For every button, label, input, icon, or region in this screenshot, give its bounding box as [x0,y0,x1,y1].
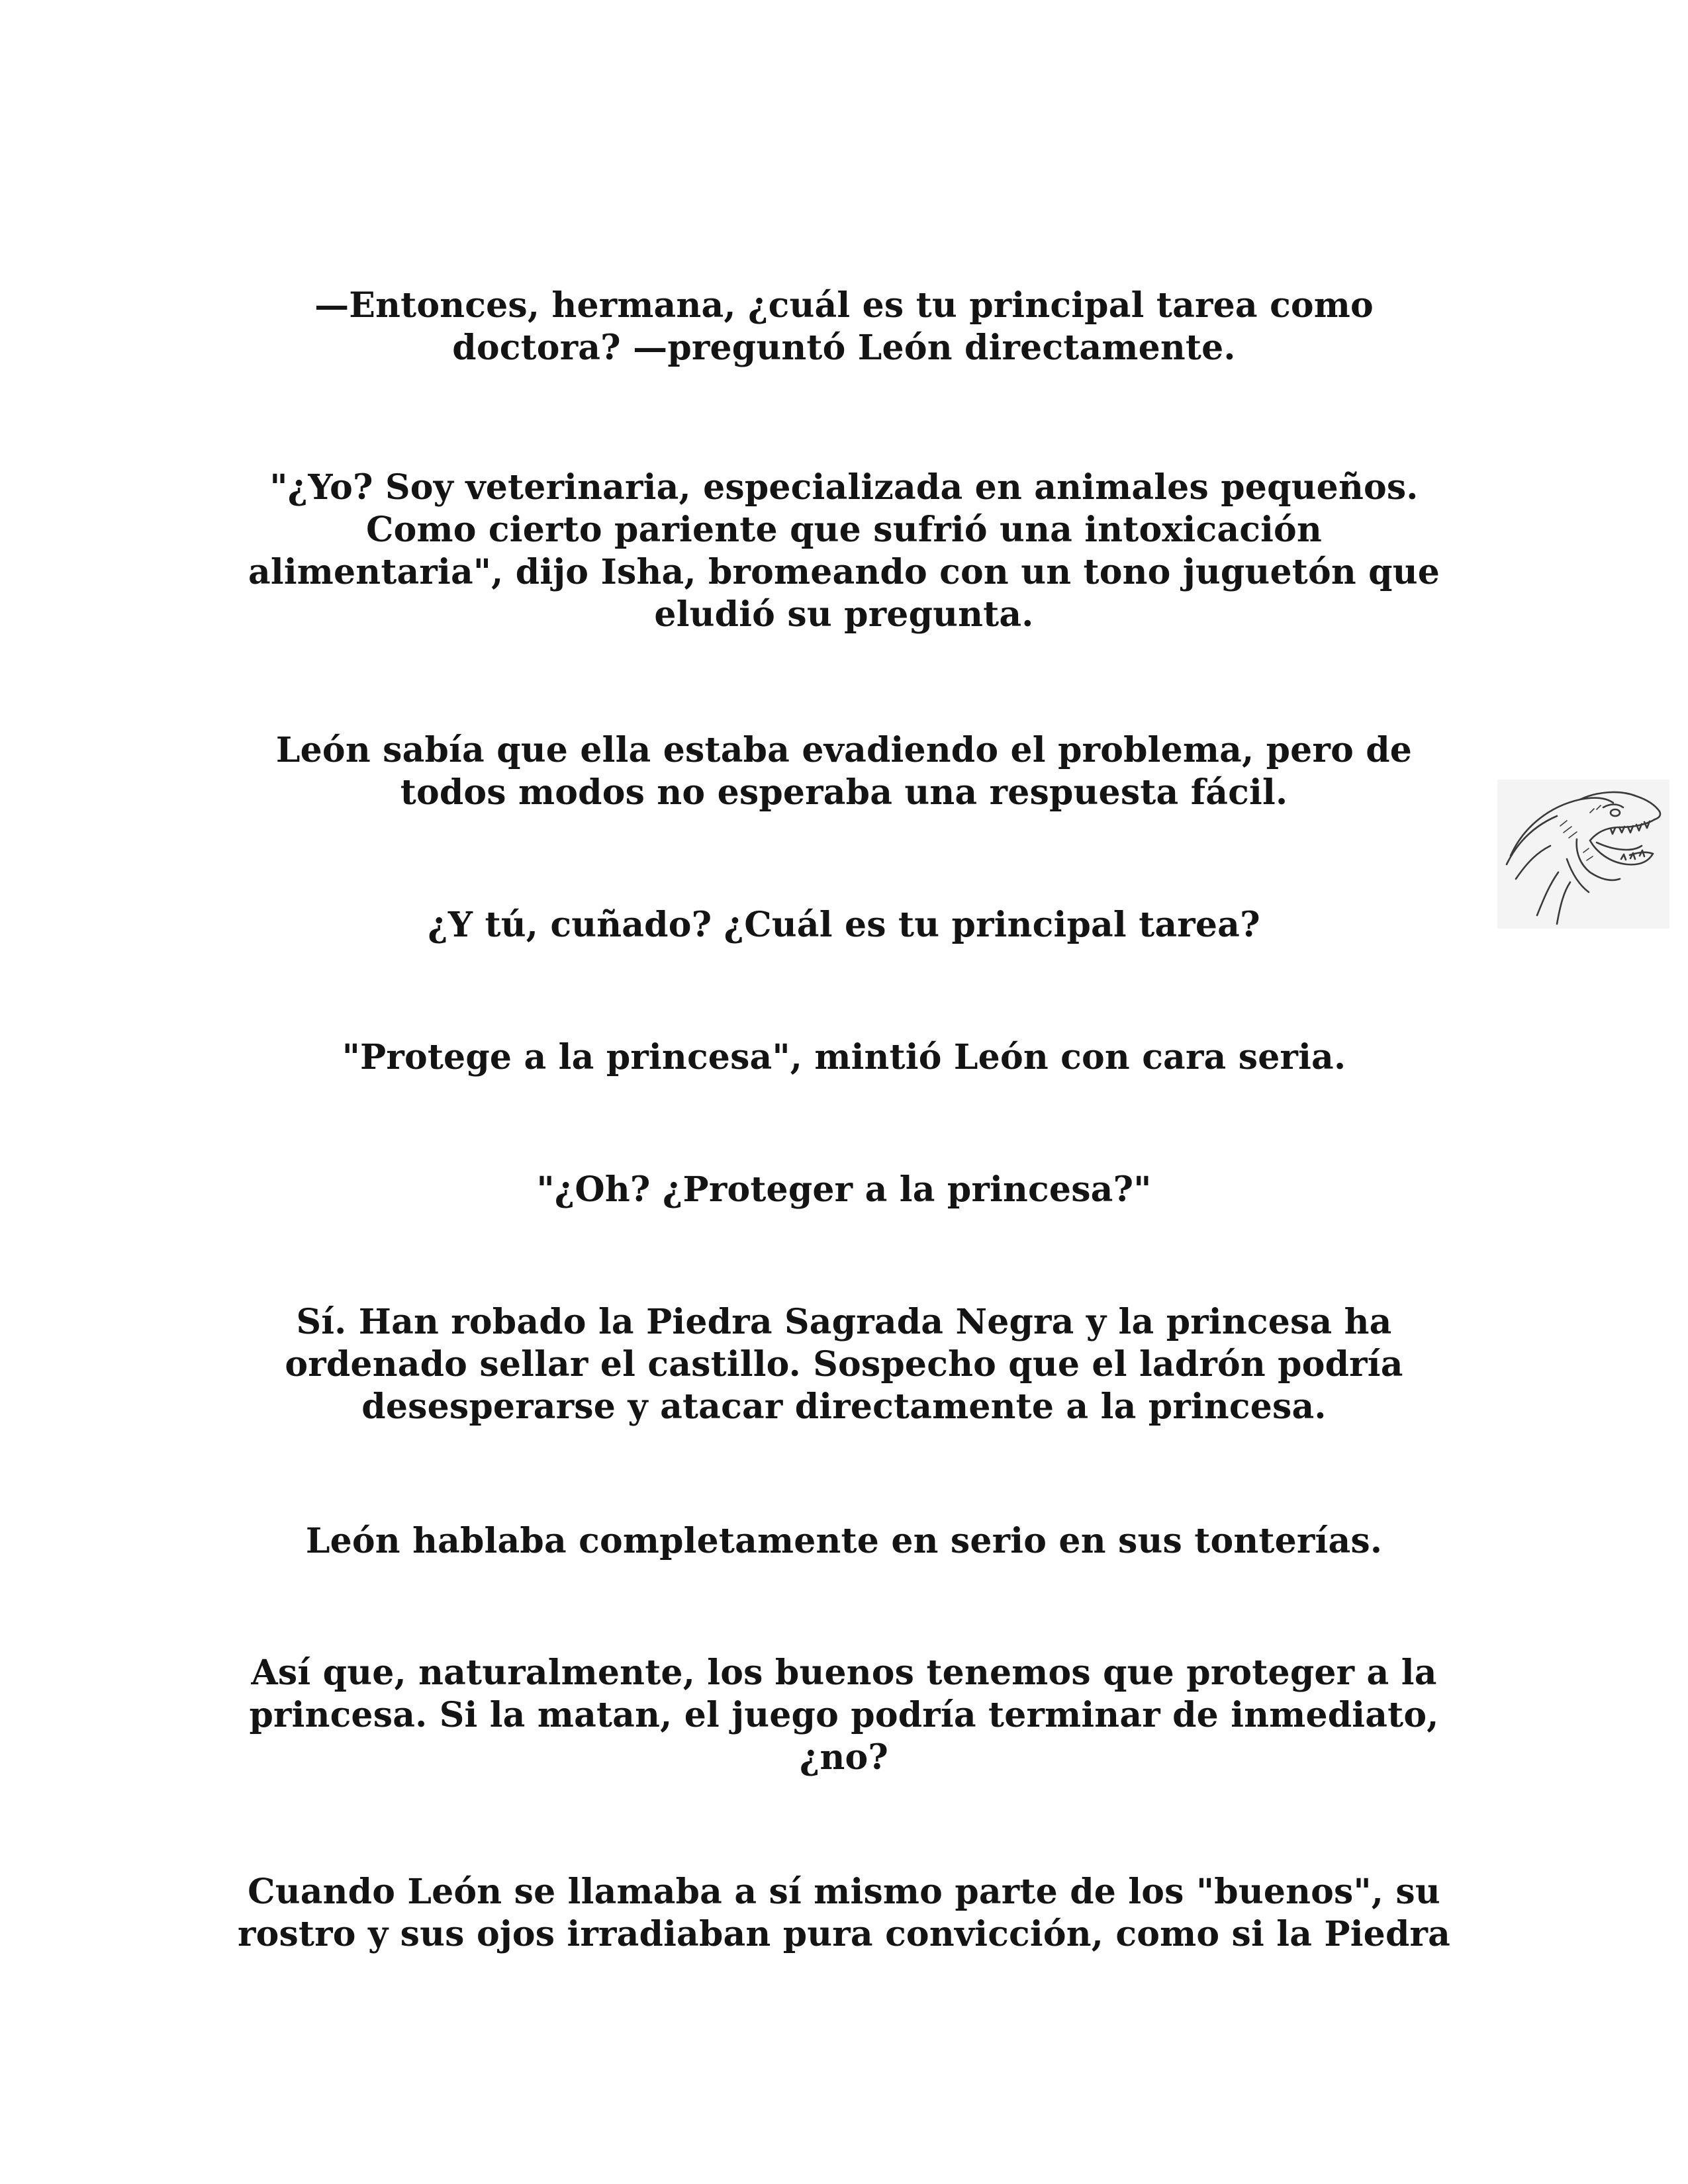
paragraph-1: —Entonces, hermana, ¿cuál es tu principal tarea como doctora? —preguntó León directamente. [314,285,1374,368]
paragraph-10: Cuando León se llamaba a sí mismo parte de los "buenos", su rostro y sus ojos irradiaban pura convicción, como si la Piedra [238,1872,1450,1954]
paragraph-9: Así que, naturalmente, los buenos tenemos que proteger a la princesa. Si la matan, el juego podría terminar de inmediato, ¿no? [249,1653,1439,1778]
paragraph-5: "Protege a la princesa", mintió León con cara seria. [342,1037,1346,1077]
paragraph-3: León sabía que ella estaba evadiendo el problema, pero de todos modos no esperaba una respuesta fácil. [275,730,1413,813]
dinosaur-head-sketch-icon [1497,780,1669,929]
paragraph-7: Sí. Han robado la Piedra Sagrada Negra y la princesa ha ordenado sellar el castillo. Sospecho que el ladrón podría desesperarse y atacar directamente a la princesa. [285,1302,1403,1427]
paragraph-2: "¿Yo? Soy veterinaria, especializada en animales pequeños. Como cierto pariente que sufrió una intoxicación alimentaria", dijo Isha, bromeando con un tono juguetón que eludió su pregunta. [248,467,1440,635]
paragraph-6: "¿Oh? ¿Proteger a la princesa?" [536,1169,1152,1210]
paragraph-8: León hablaba completamente en serio en sus tonterías. [305,1521,1383,1561]
paragraph-4: ¿Y tú, cuñado? ¿Cuál es tu principal tarea? [428,905,1260,945]
